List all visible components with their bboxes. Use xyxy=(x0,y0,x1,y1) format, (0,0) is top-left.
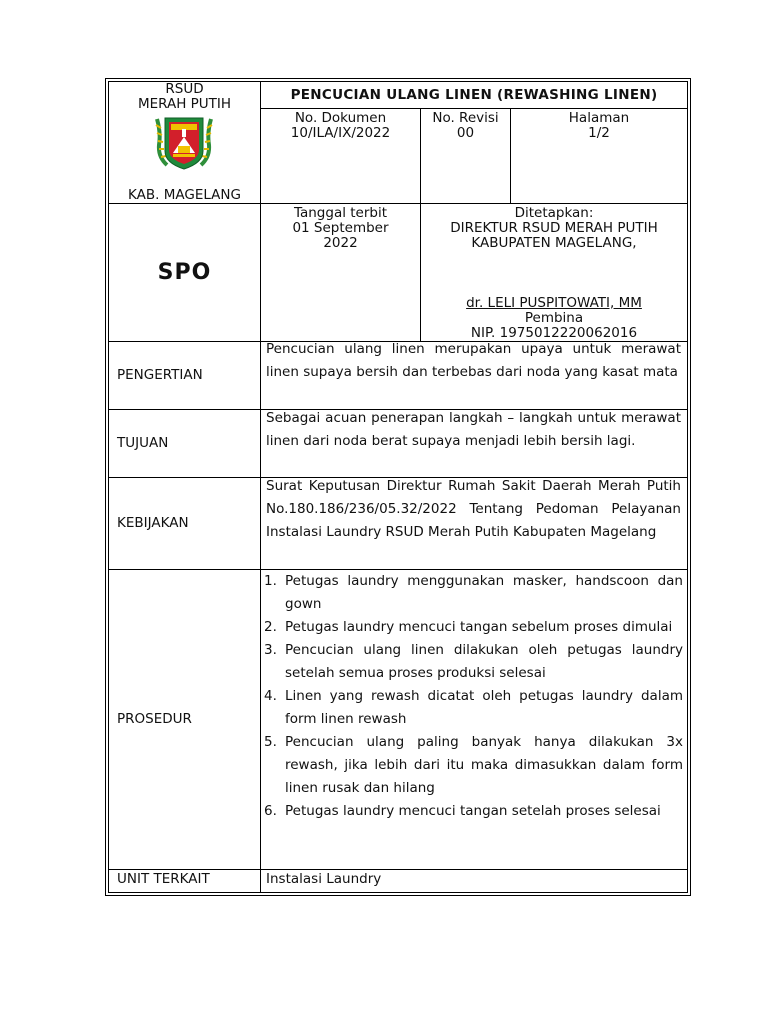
director-line2: KABUPATEN MAGELANG, xyxy=(471,235,637,251)
signatory-name: dr. LELI PUSPITOWATI, MM xyxy=(466,295,642,311)
prosedur-label: PROSEDUR xyxy=(117,711,192,727)
pengertian-label: PENGERTIAN xyxy=(117,367,203,383)
institution-cell xyxy=(109,82,260,203)
established-label: Ditetapkan: xyxy=(514,205,594,221)
doc-number-value: 10/ILA/IX/2022 xyxy=(290,125,391,141)
signatory-nip: NIP. 1975012220062016 xyxy=(470,325,638,341)
procedure-step xyxy=(264,685,683,731)
revision-label: No. Revisi xyxy=(432,110,499,126)
doc-number-cell xyxy=(261,109,420,203)
unit-terkait-label: UNIT TERKAIT xyxy=(117,871,210,887)
step-number: 1. xyxy=(264,573,277,589)
step-text: Linen yang rewash dicatat oleh petugas laundry dalam form linen rewash xyxy=(285,688,683,727)
prosedur-steps xyxy=(264,570,683,823)
procedure-step xyxy=(264,639,683,685)
spo-document xyxy=(105,78,691,896)
step-number: 4. xyxy=(264,688,277,704)
pengertian-text: Pencucian ulang linen merupakan upaya untuk merawat linen supaya bersih dan terbebas dari noda yang kasat mata xyxy=(266,341,681,380)
revision-value: 00 xyxy=(456,125,475,141)
procedure-step xyxy=(264,570,683,616)
magelang-logo xyxy=(151,115,217,171)
director-line1: DIREKTUR RSUD MERAH PUTIH xyxy=(450,220,658,236)
institution-name: MERAH PUTIH xyxy=(137,96,232,112)
tujuan-text: Sebagai acuan penerapan langkah – langkah untuk merawat linen dari noda berat supaya menjadi lebih bersih lagi. xyxy=(266,410,681,449)
step-number: 5. xyxy=(264,734,277,750)
step-text: Pencucian ulang paling banyak hanya dilakukan 3x rewash, jika lebih dari itu maka dimasukkan dalam form linen rusak dan hilang xyxy=(285,734,683,796)
row-divider xyxy=(109,869,687,870)
document-title: PENCUCIAN ULANG LINEN (REWASHING LINEN) xyxy=(290,86,658,103)
step-text: Petugas laundry menggunakan masker, handscoon dan gown xyxy=(285,573,683,612)
unit-terkait-text: Instalasi Laundry xyxy=(266,871,382,887)
tujuan-label: TUJUAN xyxy=(117,435,169,451)
kebijakan-text: Surat Keputusan Direktur Rumah Sakit Daerah Merah Putih No.180.186/236/05.32/2022 Tentang Pedoman Pelayanan Instalasi Laundry RSUD Merah Putih Kabupaten Magelang xyxy=(266,478,681,540)
step-text: Pencucian ulang linen dilakukan oleh petugas laundry setelah semua proses produksi selesai xyxy=(285,642,683,681)
page-cell xyxy=(511,109,687,203)
spo-label: SPO xyxy=(157,260,212,285)
issue-date-line2: 2022 xyxy=(323,235,358,251)
procedure-step xyxy=(264,616,683,639)
step-text: Petugas laundry mencuci tangan sebelum proses dimulai xyxy=(285,619,673,635)
institution-top: RSUD xyxy=(165,81,204,97)
step-number: 3. xyxy=(264,642,277,658)
step-number: 6. xyxy=(264,803,277,819)
issue-date-cell xyxy=(261,204,420,341)
issue-date-line1: 01 September xyxy=(292,220,389,236)
issue-date-label: Tanggal terbit xyxy=(293,205,388,221)
procedure-step xyxy=(264,731,683,800)
revision-cell xyxy=(421,109,510,203)
approval-cell xyxy=(421,204,687,341)
step-number: 2. xyxy=(264,619,277,635)
region-name: KAB. MAGELANG xyxy=(128,187,241,203)
doc-number-label: No. Dokumen xyxy=(294,110,387,126)
page-value: 1/2 xyxy=(588,125,610,141)
document-table xyxy=(108,81,688,893)
kebijakan-label: KEBIJAKAN xyxy=(117,515,189,531)
procedure-step xyxy=(264,800,683,823)
step-text: Petugas laundry mencuci tangan setelah proses selesai xyxy=(285,803,661,819)
page-label: Halaman xyxy=(568,110,630,126)
signatory-rank: Pembina xyxy=(524,310,584,326)
